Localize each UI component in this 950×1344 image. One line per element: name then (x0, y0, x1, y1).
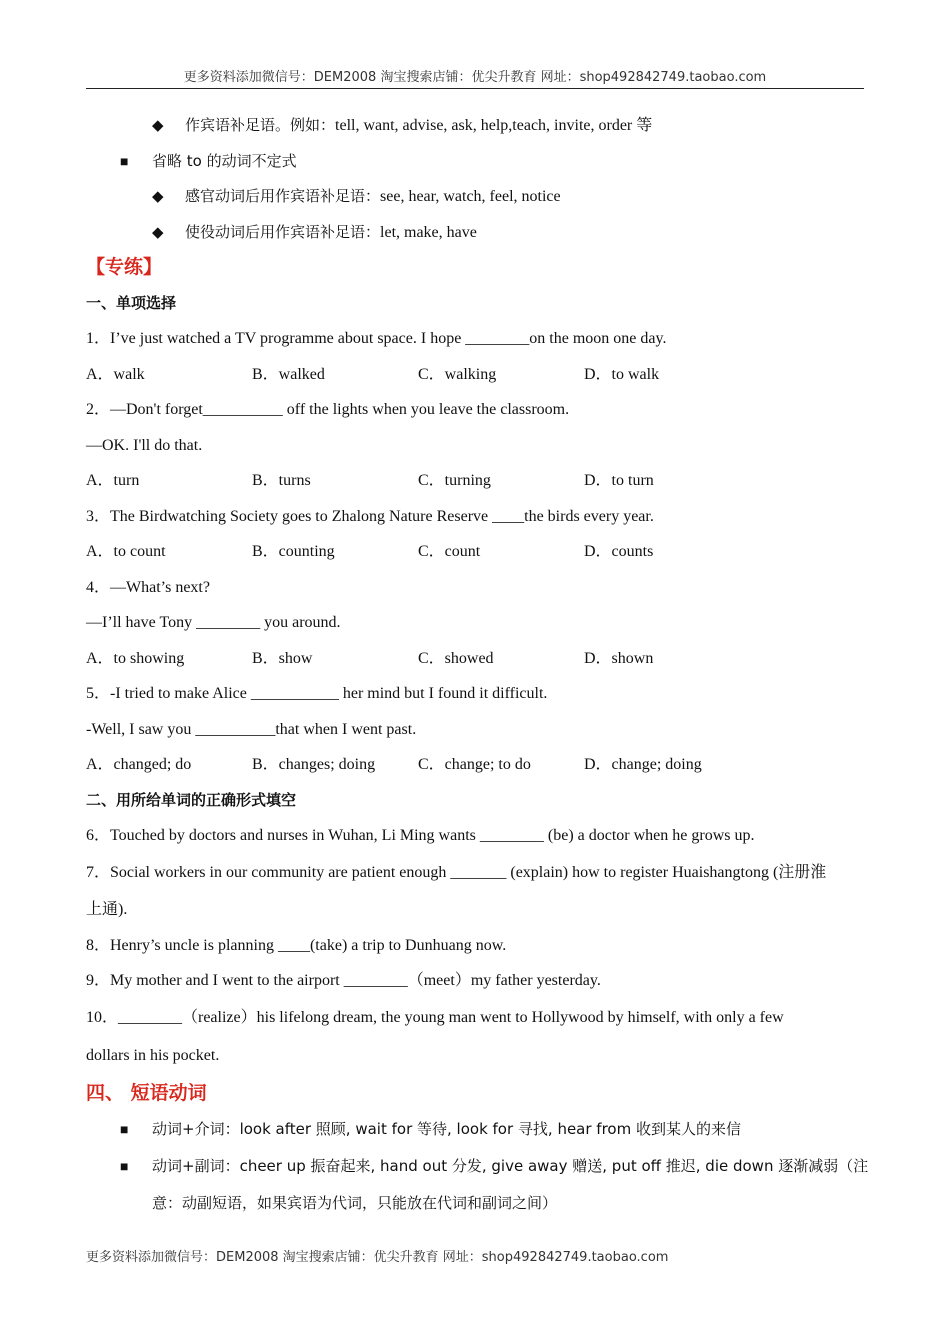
question-5-stem: 5．-I tried to make Alice ___________ her mind but I found it difficult. (86, 685, 548, 702)
phrasal-item-2-line2: 意：动副短语，如果宾语为代词，只能放在代词和副词之间） (152, 1193, 558, 1212)
question-2-stem: 2．—Don't forget__________ off the lights when you leave the classroom. (86, 401, 570, 418)
option-d: D．counts (584, 543, 654, 560)
question-7-line2: 上通). (86, 900, 128, 918)
question-4-stem: 4．—What’s next? (86, 578, 210, 596)
option-c: C．walking (418, 365, 497, 383)
phrasal-item-2-line1: ■ 动词+副词：cheer up 振奋起来, hand out 分发, give away 赠送, put off 推迟, die down 逐渐减弱（注 (86, 1148, 864, 1185)
section4-title: 四、 短语动词 (86, 1081, 207, 1104)
option-c: C．turning (418, 472, 491, 489)
diamond-bullet-icon: ◆ (152, 189, 164, 205)
option-a: A．walk (86, 365, 145, 383)
diamond-bullet-icon: ◆ (152, 118, 164, 134)
question-9: 9．My mother and I went to the airport ________（meet）my father yesterday. (86, 972, 601, 989)
question-1-options (86, 357, 864, 393)
header-text: 更多资料添加微信号：DEM2008 淘宝搜索店铺：优尖升教育 网址：shop492842749.taobao.com (183, 70, 767, 85)
question-7-line1: 7．Social workers in our community are patient enough _______ (explain) how to register Huaishangtong (注册淮 (86, 863, 827, 881)
footer-text: 更多资料添加微信号：DEM2008 淘宝搜索店铺：优尖升教育 网址：shop492842749.taobao.com (86, 1250, 669, 1265)
question-10-line2: dollars in his pocket. (86, 1046, 220, 1064)
question-8: 8．Henry’s uncle is planning ____(take) a trip to Dunhuang now. (86, 936, 507, 954)
question-10-line1: 10．________（realize）his lifelong dream, the young man went to Hollywood by himself, with only a few (86, 1008, 784, 1026)
square-bullet-icon: ■ (120, 1122, 129, 1138)
option-c: C．count (418, 543, 481, 560)
option-a: A．to count (86, 543, 166, 560)
section2-title: 二、用所给单词的正确形式填空 (86, 790, 297, 809)
phrasal-item-1: ■ 动词+介词：look after 照顾, wait for 等待, look for 寻找, hear from 收到某人的来信 (86, 1111, 864, 1148)
intro-item-2: ■ 省略 to 的动词不定式 (86, 144, 864, 180)
question-5-options (86, 747, 864, 783)
option-c: C．showed (418, 649, 494, 667)
practice-title: 【专练】 (86, 256, 163, 278)
diamond-bullet-icon: ◆ (152, 224, 164, 241)
option-d: D．to walk (584, 365, 660, 383)
option-d: D．to turn (584, 472, 654, 489)
option-b: B．show (252, 649, 313, 667)
square-bullet-icon: ■ (120, 154, 129, 170)
question-2-options (86, 463, 864, 499)
document-body (86, 108, 869, 1222)
page-footer (86, 1246, 668, 1265)
page-header (86, 66, 864, 89)
question-4-stem2: —I’ll have Tony ________ you around. (86, 614, 341, 631)
question-6: 6．Touched by doctors and nurses in Wuhan, Li Ming wants ________ (be) a doctor when he grows up. (86, 827, 755, 844)
option-b: B．changes; doing (252, 756, 376, 773)
option-b: B．walked (252, 365, 325, 383)
option-d: D．change; doing (584, 756, 702, 773)
question-5-stem2: -Well, I saw you __________that when I went past. (86, 720, 417, 738)
option-b: B．counting (252, 543, 335, 560)
intro-item-3: ◆ 感官动词后用作宾语补足语：see, hear, watch, feel, notice (86, 179, 864, 215)
question-1-stem: 1．I’ve just watched a TV programme about space. I hope ________on the moon one day. (86, 330, 667, 347)
option-a: A．turn (86, 472, 140, 489)
intro-item-4: ◆ 使役动词后用作宾语补足语：let, make, have (86, 215, 864, 251)
question-4-options (86, 641, 864, 677)
option-a: A．changed; do (86, 756, 192, 773)
intro-item-1: ◆ 作宾语补足语。例如：tell, want, advise, ask, help,teach, invite, order 等 (86, 108, 864, 144)
option-a: A．to showing (86, 649, 185, 667)
question-2-stem2: —OK. I'll do that. (86, 436, 203, 454)
square-bullet-icon: ■ (120, 1159, 129, 1175)
section1-title: 一、单项选择 (86, 293, 177, 312)
question-3-stem: 3．The Birdwatching Society goes to Zhalong Nature Reserve ____the birds every year. (86, 507, 654, 525)
option-c: C．change; to do (418, 756, 531, 773)
option-d: D．shown (584, 649, 654, 667)
option-b: B．turns (252, 472, 311, 489)
question-3-options (86, 534, 864, 570)
